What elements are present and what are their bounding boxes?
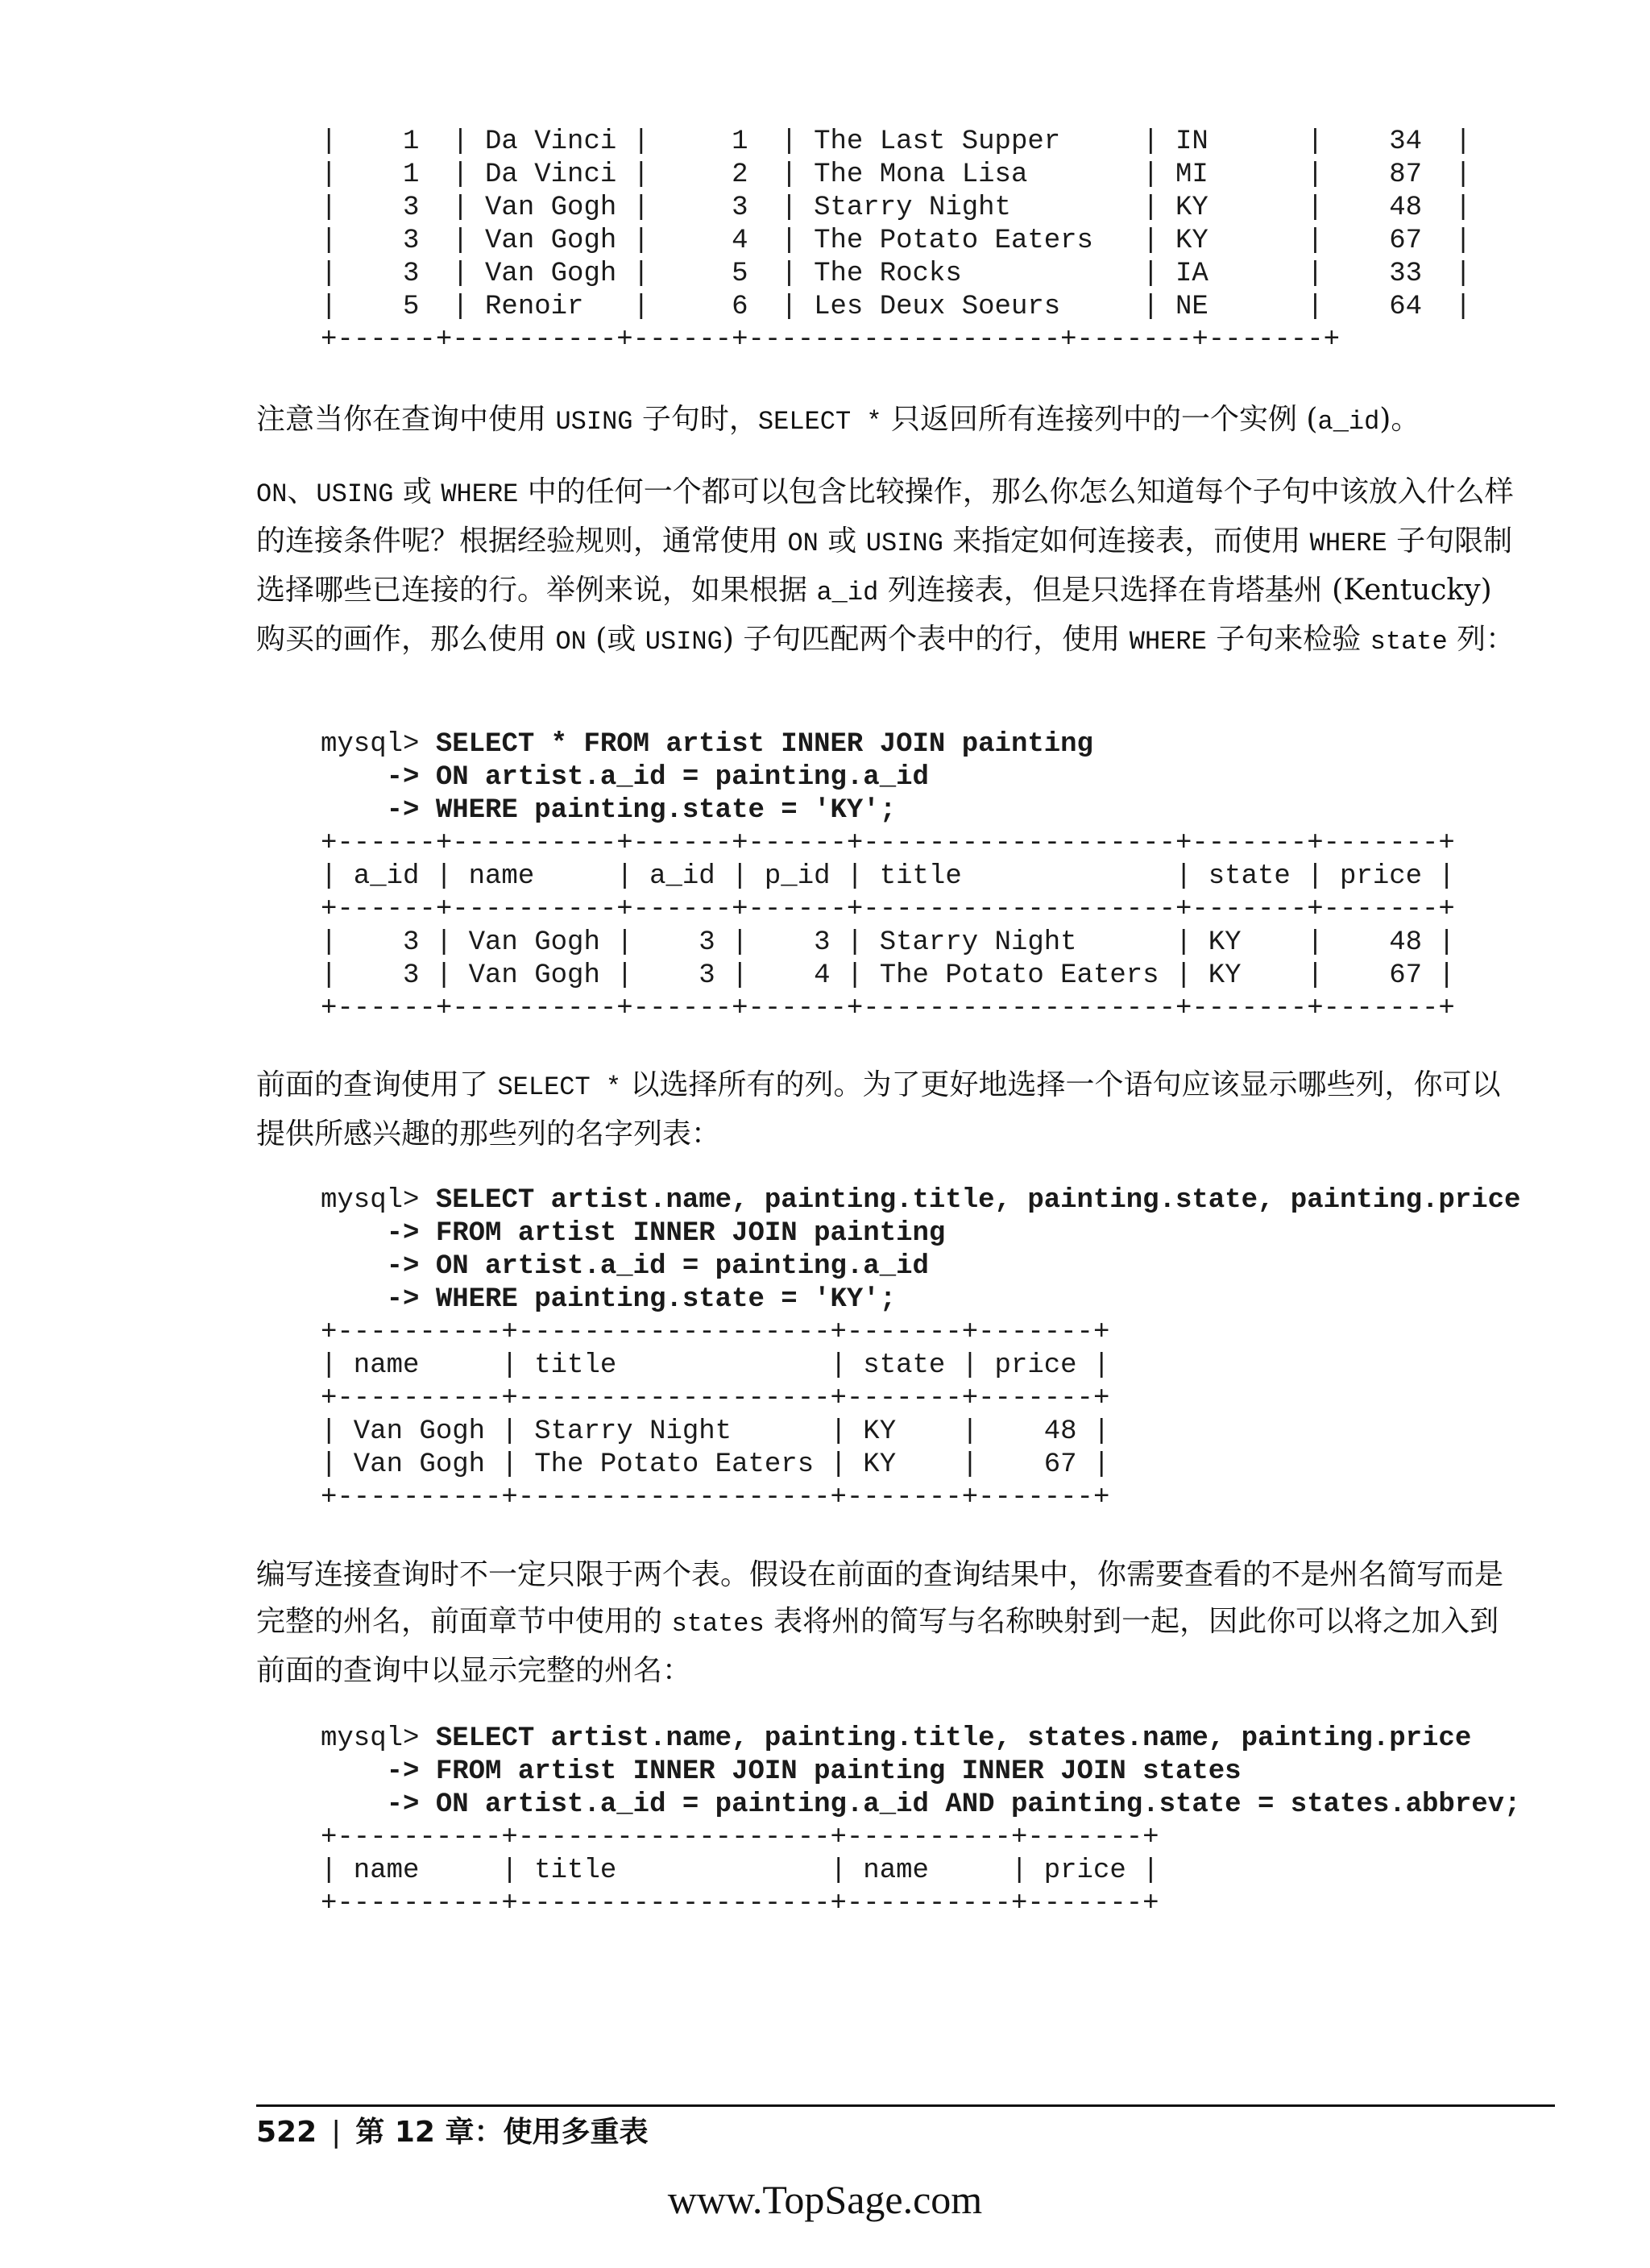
table-row: | 1 | Da Vinci | 2 | The Mona Lisa | MI | 87 |: [321, 160, 1472, 190]
query-line: -> FROM artist INNER JOIN painting INNER JOIN states: [321, 1756, 1242, 1787]
table-border: +----------+-------------------+----------+-------+: [321, 1822, 1159, 1853]
table-border: +----------+-------------------+-------+-------+: [321, 1482, 1110, 1513]
query-line: -> ON artist.a_id = painting.a_id AND painting.state = states.abbrev;: [321, 1789, 1521, 1820]
table-border: +------+----------+------+-------------------+-------+-------+: [321, 325, 1341, 355]
query-line: -> WHERE painting.state = 'KY';: [321, 1284, 897, 1315]
query-line: -> WHERE painting.state = 'KY';: [321, 795, 897, 826]
table-row: | 3 | Van Gogh | 3 | 4 | The Potato Eaters | KY | 67 |: [321, 960, 1455, 991]
table-border: +----------+-------------------+-------+-------+: [321, 1317, 1110, 1348]
table-row: | 3 | Van Gogh | 5 | The Rocks | IA | 33 |: [321, 259, 1472, 289]
query-line: mysql> SELECT artist.name, painting.title, states.name, painting.price: [321, 1723, 1472, 1754]
website-watermark: www.TopSage.com: [667, 2177, 983, 2222]
query-3-block: [321, 1723, 1520, 1921]
table-row: | 3 | Van Gogh | 3 | 3 | Starry Night | KY | 48 |: [321, 927, 1455, 958]
footer-separator: |: [331, 2116, 342, 2149]
query-line: mysql> SELECT * FROM artist INNER JOIN painting: [321, 729, 1093, 760]
table-header: | name | title | state | price |: [321, 1350, 1110, 1381]
footer-divider: [256, 2104, 1555, 2107]
paragraph-1: 注意当你在查询中使用 USING 子句时，SELECT * 只返回所有连接列中的一个实例 (a_id)。: [256, 403, 1420, 437]
query-line: -> ON artist.a_id = painting.a_id: [321, 1251, 929, 1282]
table-border: +----------+-------------------+-------+-------+: [321, 1383, 1110, 1414]
table-border: +------+----------+------+------+-------------------+-------+-------+: [321, 894, 1455, 925]
table-row: | Van Gogh | Starry Night | KY | 48 |: [321, 1416, 1110, 1447]
table-row: | 1 | Da Vinci | 1 | The Last Supper | IN | 34 |: [321, 126, 1472, 157]
table-row: | Van Gogh | The Potato Eaters | KY | 67 |: [321, 1449, 1110, 1480]
top-table: [321, 126, 1471, 357]
chapter-title: 第 12 章：使用多重表: [355, 2116, 649, 2149]
table-border: +----------+-------------------+----------+-------+: [321, 1889, 1159, 1919]
query-line: mysql> SELECT artist.name, painting.title, painting.state, painting.price: [321, 1185, 1521, 1216]
query-line: -> ON artist.a_id = painting.a_id: [321, 762, 929, 793]
query-line: -> FROM artist INNER JOIN painting: [321, 1218, 946, 1249]
paragraph-3: 前面的查询使用了 SELECT * 以选择所有的列。为了更好地选择一个语句应该显示哪些列，你可以提供所感兴趣的那些列的名字列表：: [256, 1068, 1501, 1151]
page-footer: [256, 2115, 648, 2150]
table-row: | 3 | Van Gogh | 4 | The Potato Eaters | KY | 67 |: [321, 226, 1472, 256]
table-header: | name | title | name | price |: [321, 1855, 1159, 1886]
page-number: 522: [256, 2116, 317, 2149]
paragraph-2: ON、USING 或 WHERE 中的任何一个都可以包含比较操作，那么你怎么知道每个子句中该放入什么样的连接条件呢？根据经验规则，通常使用 ON 或 USING 来指定如何连接表，而使用 WHERE 子句限制选择哪些已连接的行。举例来说，如果根据 a_id 列连接表，但是只选择在肯塔基州 (Kentucky) 购买的画作，那么使用 ON (或 USING) 子句匹配两个表中的行，使用 WHERE 子句来检验 state 列：: [256, 475, 1515, 657]
table-row: | 3 | Van Gogh | 3 | Starry Night | KY | 48 |: [321, 193, 1472, 223]
table-border: +------+----------+------+------+-------------------+-------+-------+: [321, 993, 1455, 1024]
paragraph-4: 编写连接查询时不一定只限于两个表。假设在前面的查询结果中，你需要查看的不是州名简写而是完整的州名，前面章节中使用的 states 表将州的简写与名称映射到一起，因此你可以将之加入到前面的查询中以显示完整的州名：: [256, 1558, 1504, 1687]
table-border: +------+----------+------+------+-------------------+-------+-------+: [321, 828, 1455, 859]
table-header: | a_id | name | a_id | p_id | title | state | price |: [321, 861, 1455, 892]
query-2-block: [321, 1184, 1520, 1515]
query-1-block: [321, 728, 1455, 1026]
table-row: | 5 | Renoir | 6 | Les Deux Soeurs | NE | 64 |: [321, 292, 1472, 322]
